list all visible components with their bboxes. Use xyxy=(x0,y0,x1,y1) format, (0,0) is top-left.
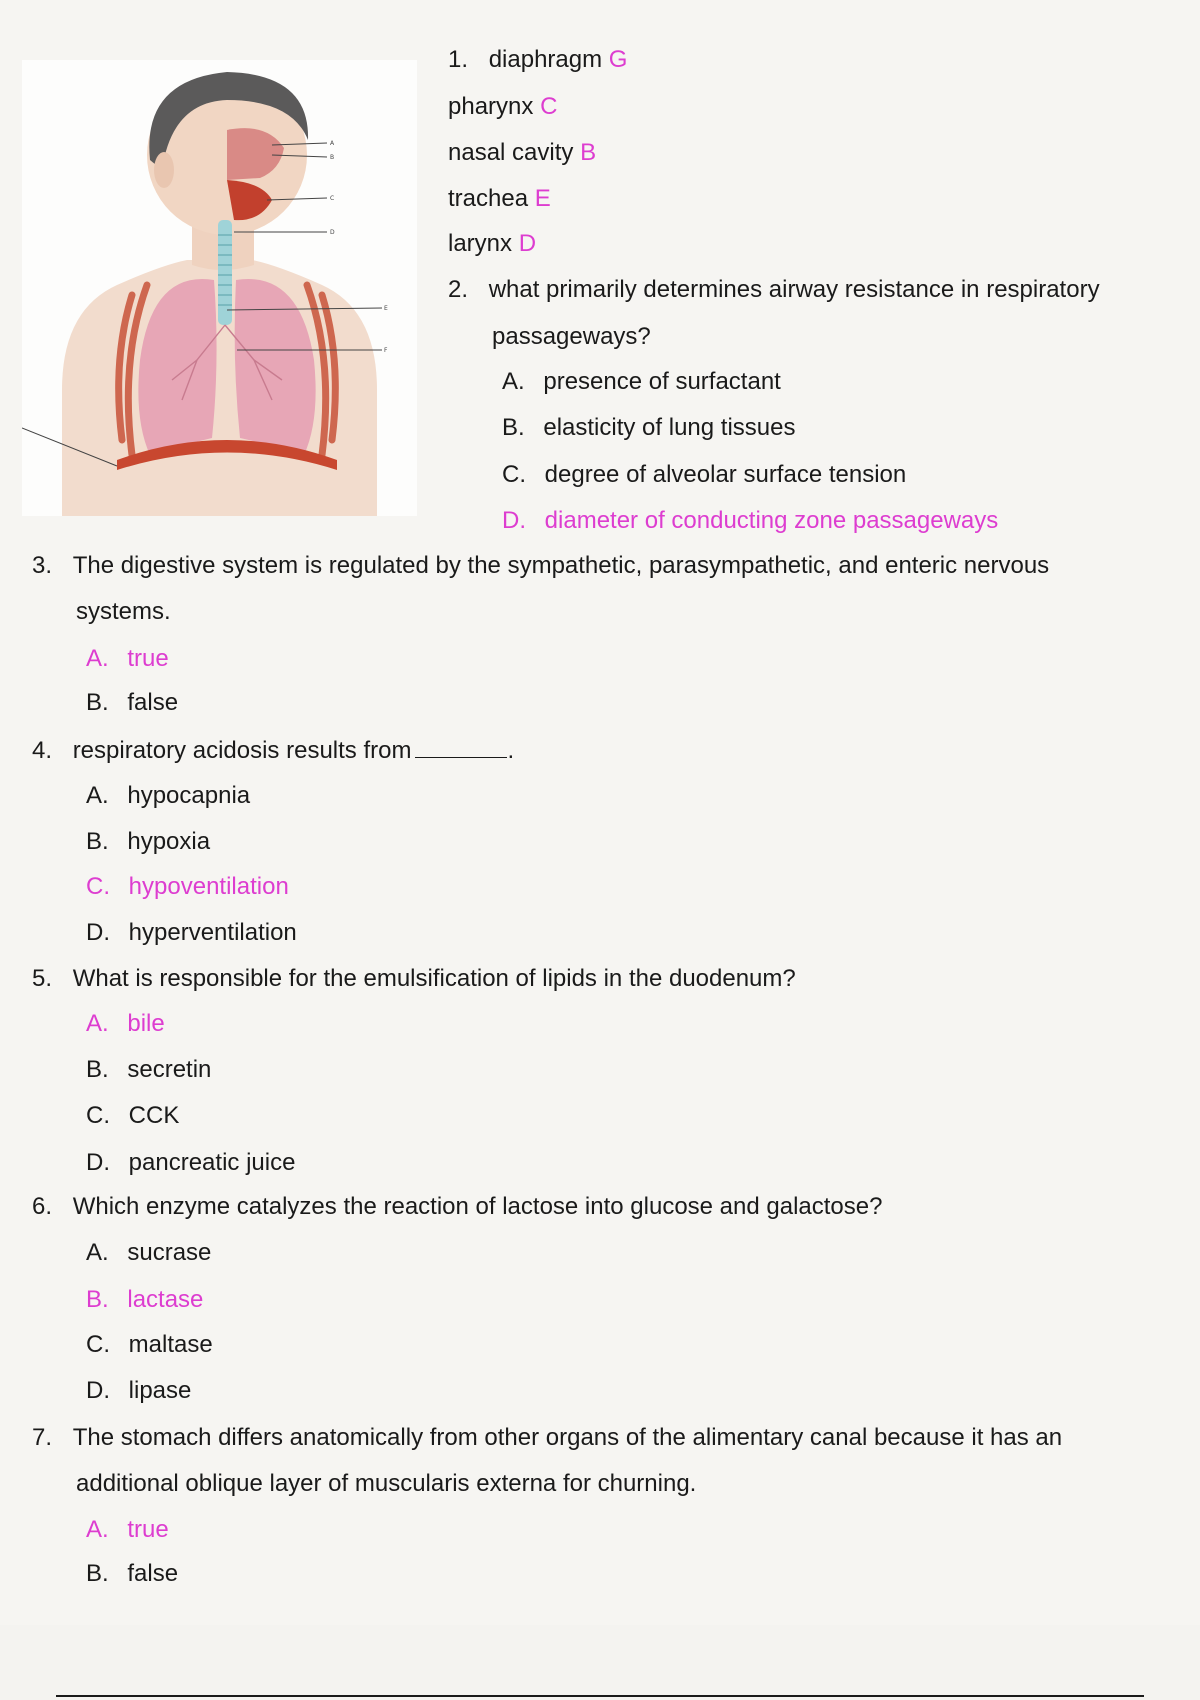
question-1-item-3 xyxy=(448,138,596,168)
question-6-option-d xyxy=(86,1376,191,1406)
option-text: bile xyxy=(127,1010,165,1037)
option-letter: B. xyxy=(86,1286,109,1313)
question-3-text xyxy=(32,551,1049,581)
option-text: hyperventilation xyxy=(128,919,297,946)
option-text: lipase xyxy=(128,1377,192,1404)
question-5-option-d xyxy=(86,1148,295,1178)
svg-text:F: F xyxy=(384,347,388,354)
question-2-option-b xyxy=(502,413,795,443)
option-text: hypoventilation xyxy=(128,873,289,900)
option-text: secretin xyxy=(127,1056,212,1083)
option-letter: A. xyxy=(502,368,525,395)
question-text: The stomach differs anatomically from other organs of the alimentary canal because it has an xyxy=(72,1424,1063,1451)
question-2-option-d-correct xyxy=(502,506,998,536)
question-number: 4. xyxy=(32,737,53,764)
answer-blank xyxy=(415,735,507,758)
question-text: what primarily determines airway resistance in respiratory xyxy=(488,276,1100,303)
answer-letter: C xyxy=(540,93,558,120)
option-text: CCK xyxy=(128,1102,180,1129)
answer-letter: B xyxy=(580,139,597,166)
question-3-text-cont: systems. xyxy=(76,598,171,625)
question-7-text xyxy=(32,1423,1062,1453)
question-6-option-c xyxy=(86,1330,213,1360)
question-number: 5. xyxy=(32,965,53,992)
question-2-text-cont: passageways? xyxy=(492,323,651,350)
respiratory-system-figure xyxy=(22,60,417,516)
question-3-option-b xyxy=(86,688,178,718)
answer-letter: G xyxy=(608,46,628,73)
page-bottom-rule xyxy=(56,1695,1144,1697)
question-number: 6. xyxy=(32,1193,53,1220)
question-6-text xyxy=(32,1192,882,1222)
option-text: maltase xyxy=(128,1331,213,1358)
question-text: respiratory acidosis results from xyxy=(72,737,412,764)
option-letter: A. xyxy=(86,1516,109,1543)
answer-letter: D xyxy=(518,230,537,257)
question-6-option-b-correct xyxy=(86,1285,203,1315)
option-letter: B. xyxy=(86,828,109,855)
option-letter: A. xyxy=(86,782,109,809)
question-4-option-a xyxy=(86,781,250,811)
question-6-option-a xyxy=(86,1238,211,1268)
question-2-option-a xyxy=(502,367,781,397)
question-3-option-a-correct xyxy=(86,644,169,674)
question-7-option-a-correct xyxy=(86,1515,169,1545)
term-label: trachea xyxy=(448,185,529,212)
question-number: 2. xyxy=(448,276,469,303)
question-1-item-4 xyxy=(448,184,551,214)
option-letter: D. xyxy=(86,1149,110,1176)
question-1-item-2 xyxy=(448,92,557,122)
option-letter: B. xyxy=(86,1560,109,1587)
answer-letter: E xyxy=(534,185,551,212)
question-text: The digestive system is regulated by the sympathetic, parasympathetic, and enteric nervous xyxy=(72,552,1050,579)
svg-text:C: C xyxy=(330,195,335,202)
option-letter: D. xyxy=(86,919,110,946)
question-4-option-d xyxy=(86,918,297,948)
option-letter: D. xyxy=(502,507,526,534)
question-4-option-c-correct xyxy=(86,872,289,902)
question-4-text xyxy=(32,735,514,766)
option-text: presence of surfactant xyxy=(543,368,781,395)
question-7-option-b xyxy=(86,1559,178,1589)
question-5-option-c xyxy=(86,1101,179,1131)
option-text: degree of alveolar surface tension xyxy=(544,461,907,488)
svg-text:D: D xyxy=(330,229,335,236)
question-number: 3. xyxy=(32,552,53,579)
option-letter: A. xyxy=(86,1239,109,1266)
option-letter: B. xyxy=(502,414,525,441)
option-text: false xyxy=(127,689,179,716)
option-text: true xyxy=(127,1516,169,1543)
question-text: What is responsible for the emulsification of lipids in the duodenum? xyxy=(72,965,796,992)
option-letter: A. xyxy=(86,1010,109,1037)
term-label: pharynx xyxy=(448,93,534,120)
svg-text:E: E xyxy=(384,305,388,312)
question-1-item-1 xyxy=(448,45,627,75)
svg-text:A: A xyxy=(330,140,335,147)
option-text: pancreatic juice xyxy=(128,1149,296,1176)
option-text: elasticity of lung tissues xyxy=(543,414,796,441)
option-letter: C. xyxy=(502,461,526,488)
question-2-option-c xyxy=(502,460,906,490)
option-letter: D. xyxy=(86,1377,110,1404)
question-number: 1. xyxy=(448,46,469,73)
option-text: hypocapnia xyxy=(127,782,251,809)
option-text: diameter of conducting zone passageways xyxy=(544,507,999,534)
question-text: Which enzyme catalyzes the reaction of lactose into glucose and galactose? xyxy=(72,1193,883,1220)
svg-text:B: B xyxy=(330,154,335,161)
option-letter: C. xyxy=(86,1331,110,1358)
question-5-text xyxy=(32,964,796,994)
option-letter: C. xyxy=(86,873,110,900)
question-text-end: . xyxy=(507,737,515,764)
option-letter: A. xyxy=(86,645,109,672)
question-number: 7. xyxy=(32,1424,53,1451)
question-5-option-b xyxy=(86,1055,211,1085)
term-label: larynx xyxy=(448,230,513,257)
term-label: diaphragm xyxy=(488,46,603,73)
option-letter: C. xyxy=(86,1102,110,1129)
option-letter: B. xyxy=(86,1056,109,1083)
question-4-option-b xyxy=(86,827,210,857)
option-text: lactase xyxy=(127,1286,204,1313)
question-7-text-cont: additional oblique layer of muscularis externa for churning. xyxy=(76,1470,697,1497)
option-text: false xyxy=(127,1560,179,1587)
question-2-text xyxy=(448,275,1100,305)
option-letter: B. xyxy=(86,689,109,716)
respiratory-system-illustration xyxy=(22,60,417,516)
question-5-option-a-correct xyxy=(86,1009,165,1039)
option-text: hypoxia xyxy=(127,828,211,855)
question-1-item-5 xyxy=(448,229,536,259)
term-label: nasal cavity xyxy=(448,139,574,166)
option-text: sucrase xyxy=(127,1239,212,1266)
option-text: true xyxy=(127,645,169,672)
